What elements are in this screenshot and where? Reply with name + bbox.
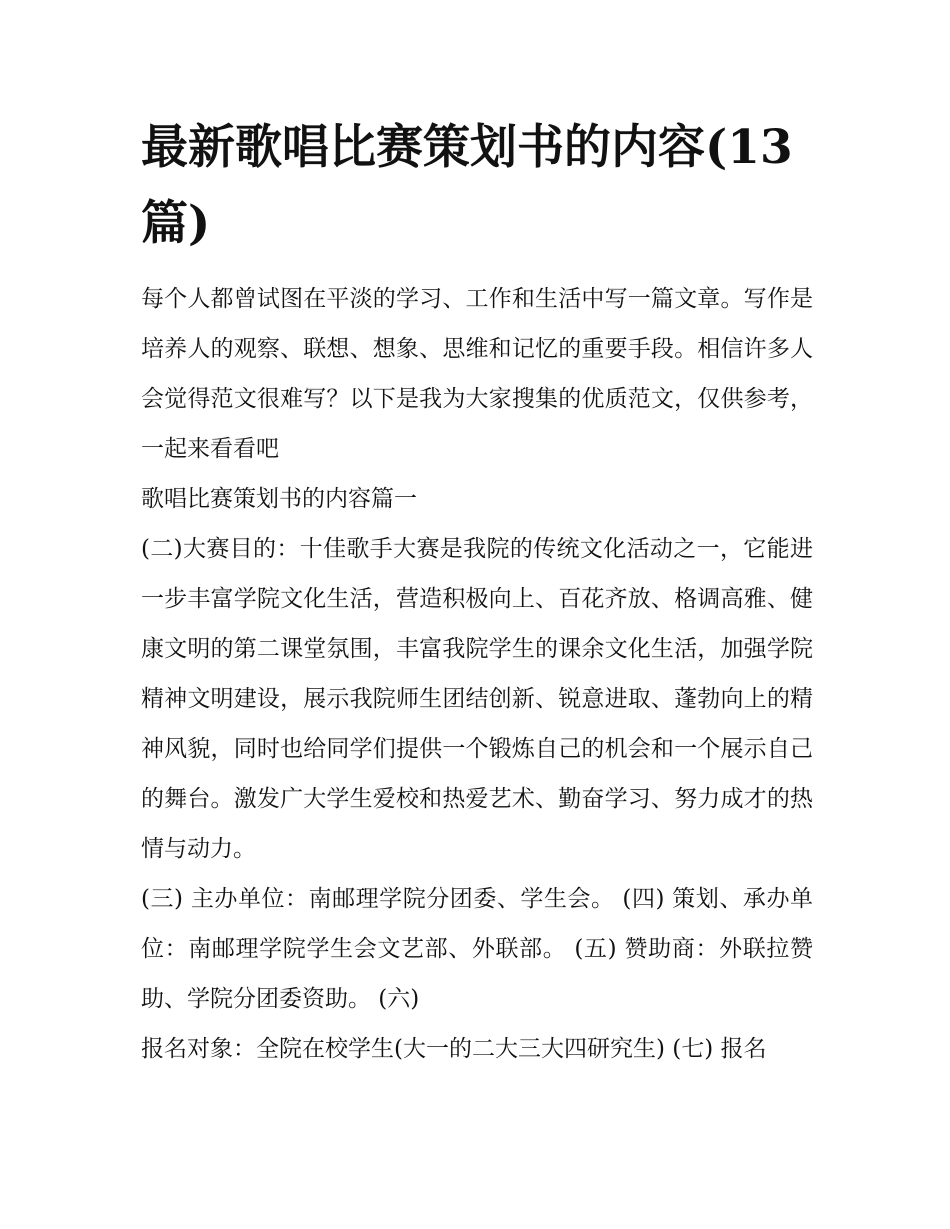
document-title: 最新歌唱比赛策划书的内容(13篇) [141,120,793,251]
purpose-paragraph: (二)大赛目的：十佳歌手大赛是我院的传统文化活动之一，它能进一步丰富学院文化生活，营造积极向上、百花齐放、格调高雅、健康文明的第二课堂氛围，丰富我院学生的课余文化生活，加强学院精神文明建设，展示我院师生团结创新、锐意进取、蓬勃向上的精神风貌，同时也给同学们提供一个锻炼自己的机会和一个展示自己的舞台。激发广大学生爱校和热爱艺术、勤奋学习、努力成才的热情与动力。 [141,536,813,862]
section-heading: 歌唱比赛策划书的内容篇一 [141,486,417,512]
organizers-paragraph: (三) 主办单位：南邮理学院分团委、学生会。 (四) 策划、承办单位：南邮理学院学生会文艺部、外联部。 (五) 赞助商：外联拉赞助、学院分团委资助。 (六) [141,886,813,1012]
intro-paragraph: 每个人都曾试图在平淡的学习、工作和生活中写一篇文章。写作是培养人的观察、联想、想象、思维和记忆的重要手段。相信许多人会觉得范文很难写？以下是我为大家搜集的优质范文，仅供参考，一起来看看吧 [141,286,813,462]
document-page [141,110,813,1074]
participants-paragraph: 报名对象：全院在校学生(大一的二大三大四研究生) (七) 报名 [141,1036,767,1062]
